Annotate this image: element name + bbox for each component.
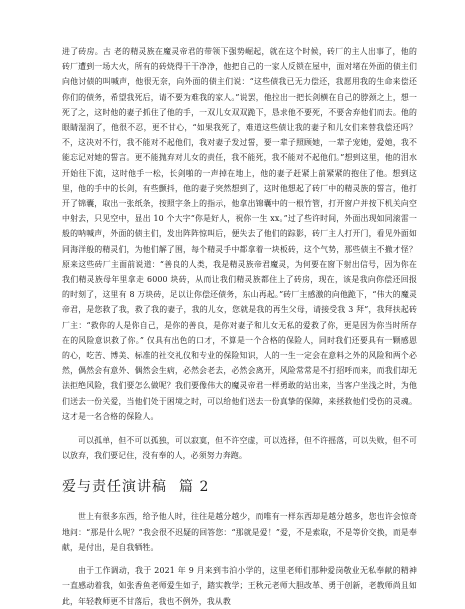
body-paragraph-1: 进了砖房。古 老的精灵族在魔灵帝君的带领下强势崛起，就在这个时候，砖厂的主人出事了，他的砖厂遭到一场大火，所有的砖烧得干干净净，他把自己的一家人反锁在屋中，面对堵在外面的债主们向他讨债的叫喊声，他很无奈，向外面的债主们说：“这些债我已无力偿还，我愿用我的生命来偿还你们的债务，希望我死后，请不要为难我的家人。”说罢，他拉出一把长剑横在自己的脖颈之上，想一死了之，这时他的妻子抓住了他的手，一双儿女双双跪下，恳求他不要死，不要舍弃他们而去。他的眼睛湿润了，他很不忍，更不甘心，“如果我死了，难道这些债让我的妻子和儿女们来替我偿还吗？不，这决对不行，我不能对不起他们，我对妻子发过誓，要一辈子照顾她，一辈子宠她，爱她，我不能忘记对她的誓言。更不能抛弃对儿女的责任，我不能死，我不能对不起他们。”想到这里，他的泪水开始往下流，这时他手一松，长剑啪的一声掉在地上，他的妻子赶紧上前紧紧的抱住了他。想到这里，他的手中的长剑，有些颤抖，他的妻子突然想到了，这时他想起了砖厂中的精灵族的誓言，他打开了锦囊，取出一张纸条，按照字条上的指示，他拿出锦囊中的一根竹管，打开窗户并按下机关向空中射去，只见空中，显出 10 个大字“你是好人，祝你一生 xx。”过了些许时间，外面出现如同滚雷一般的呐喊声，外面的债主们，发出阵阵惊叫后，便失去了他们的踪影，砖厂主人打开门，看见外面如同海洋般的精灵们，为他们解了围，每个精灵手中都拿着一块板砖，这个气势，那些债主不撤才怪？原来这些砖厂主面前说道：“善良的人类，我是精灵族帝君魔灵，为何要在窗下射出信号，因为你在我们精灵族母年里拿走 6000 块砖，从而让我们精灵族都住上了砖房，现在，该是我向你偿还回报的时刻了，这里有 8 万块砖，足以让你偿还债务，东山再起。”砖厂主感激的向他跪下，“伟大的魔灵帝君，是您救了我，救了我的妻子，我的儿女，您就是我的再生父母，请接受我 3 拜”，我拜扶起砖厂主：“救你的人是你自己，是你的善良，是你对妻子和儿女无私的爱救了你，更是因为你当时所存在的风险意识救了你。” 仅具有出色的口才，不算是一个合格的保险人，同时我们还要具有一颗感恩的心，吃苦、博美、标准的社交礼仪和专业的保险知识，人的一生一定会在意料之外的风险和两个必然，偶然会有意外、偶然会生病，必然会老去，必然会离开，风险常常是不打招呼而来，而我们却无法拒绝风险，我们要怎么做呢？我们要像伟大的魔灵帝君一样勇敢的站出来，当客户坐浅之时，为他们送去一份关爱，当他们处于困境之时，可以给他们送去一份真挚的保障，来拯救他们受伤的灵魂。 这才是一名合格的保险人。 <box>62 47 417 421</box>
section-heading <box>62 477 417 497</box>
section-paragraph-2: 由于工作调动，我于 2021 年 9 月来到韦泊小学的，这里老师们那种爱岗敬业无私奉献的精神一直感动着我，如张香鱼老师爱生如子，踏实教学；王秋元老师大胆改革、勇于创新，老教师尚且如此，年轻教师更不甘落后，我也不例外，我从教 <box>62 566 417 606</box>
section-title: 爱与责任演讲稿 <box>62 479 167 496</box>
section-paragraph-1: 世上有很多东西，给予他人时，往往是越分越少，而唯有一样东西却是越分越多，您也许会惊奇地问：“那是什么呢？”我会很不迟疑的回答您：“那就是爱！”爱，不是索取，不是等价交换，而是奉献，是付出，是自我牺牲。 <box>62 512 417 552</box>
section-number: 篇 2 <box>179 479 210 496</box>
body-paragraph-2: 可以孤单，但不可以孤独，可以寂寞，但不许空虚，可以选择，但不许摇落，可以失败，但不可以放弃，我们要记住，没有奉的人，必须努力奔跑。 <box>62 436 417 461</box>
